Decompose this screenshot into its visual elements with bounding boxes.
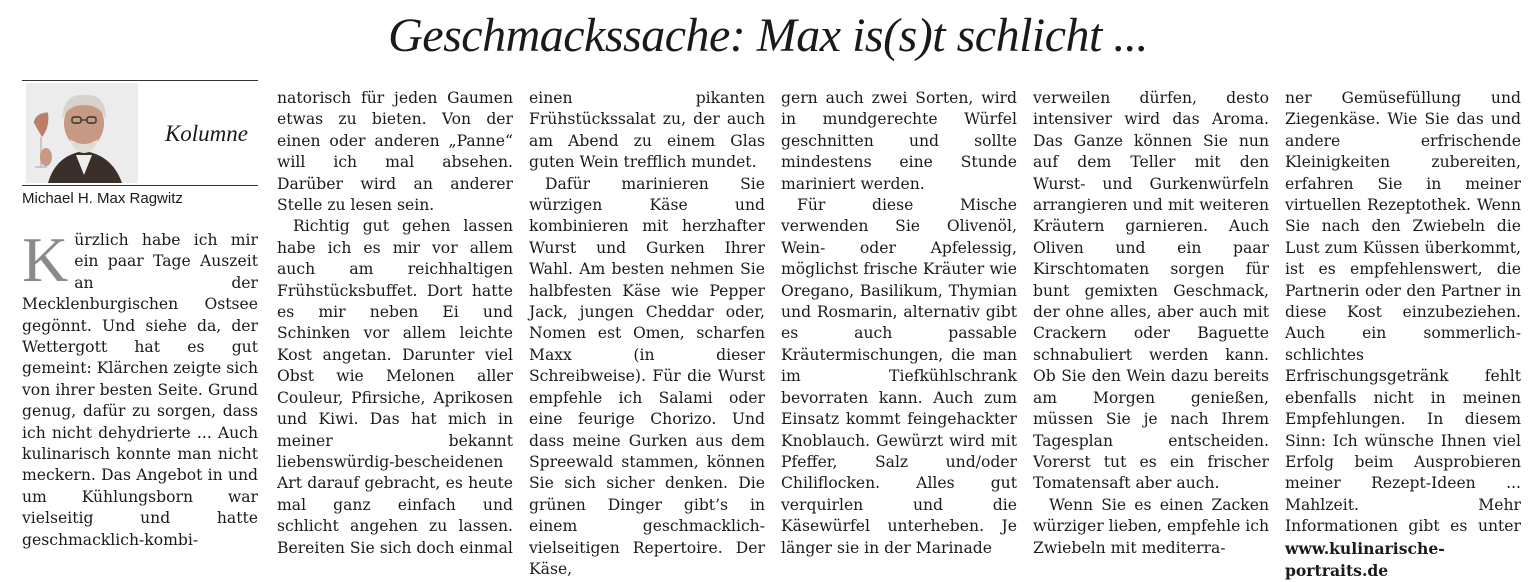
paragraph: einen pikanten Frühstückssalat zu, der auch am Abend zu einem Glas guten Wein trefflich mundet. [529, 89, 765, 172]
article-column-1 [22, 224, 258, 551]
drop-cap: K [22, 224, 69, 295]
article-column-6 [1285, 88, 1521, 582]
column-kicker: Kolumne [164, 121, 248, 146]
article-column-5 [1033, 88, 1269, 559]
paragraph: gern auch zwei Sorten, wird in mundgerechte Würfel geschnitten und sollte mindestens eine Stunde mariniert werden. [781, 89, 1017, 193]
paragraph: natorisch für jeden Gaumen etwas zu bieten. Von der einen oder anderen „Panne“ will ich mal absehen. Darüber wird an anderer Stelle zu lesen sein. [277, 89, 513, 215]
paragraph: Wenn Sie es einen Zacken würziger lieben, empfehle ich Zwiebeln mit mediterra- [1033, 495, 1270, 557]
paragraph: Dafür marinieren Sie würzigen Käse und kombinieren mit herzhafter Wurst und Gurken Ihrer Wahl. Am besten nehmen Sie halbfesten Käse wie Pepper Jack, jungen Cheddar oder, Nomen est Omen, scharfen Maxx (in dieser Schreibweise). Für die Wurst empfehle ich Salami oder eine feurige Chorizo. Und dass meine Gurken aus dem Spreewald stammen, können Sie sich sicher denken. Die grünen Dinger gibt’s in einem geschmacklich-vielseitigen Repertoire. Der Käse, [529, 174, 765, 578]
article-column-4 [781, 88, 1017, 559]
headline: Geschmackssache: Max is(s)t schlicht ... [388, 9, 1148, 62]
paragraph: Für diese Mische verwenden Sie Olivenöl, Wein- oder Apfelessig, möglichst frische Kräuter wie Oregano, Basilikum, Thymian und Rosmarin, alternativ gibt es auch passable Kräutermischungen, die man im Tiefkühlschrank bevorraten kann. Auch zum Einsatz kommt feingehackter Knoblauch. Gewürzt wird mit Pfeffer, Salz und/oder Chiliflocken. Alles gut verquirlen und die Käsewürfel unterheben. Je länger sie in der Marinade [781, 196, 1017, 557]
paragraph: ner Gemüsefüllung und Ziegenkäse. Wie Sie das und andere erfrischende Kleinigkeiten zubereiten, erfahren Sie in meiner virtuellen Rezeptothek. Wenn Sie nach den Zwiebeln die Lust zum Küssen überkommt, ist es empfehlenswert, die Partnerin oder den Partner in diese Kost einzubeziehen. Auch ein sommerlich-schlichtes Erfrischungsgetränk fehlt ebenfalls nicht in meinen Empfehlungen. In diesem Sinn: Ich wünsche Ihnen viel Erfolg beim Ausprobieren meiner Rezept-Ideen ... Mahlzeit. Mehr Informationen gibt es unter [1285, 89, 1521, 536]
paragraph: ürzlich habe ich mir ein paar Tage Auszeit an der Mecklenburgischen Ostsee gegönnt. Und siehe da, der Wettergott hat es gut gemeint: Klärchen zeigte sich von ihrer besten Seite. Grund genug, dafür zu sorgen, dass ich nicht dehydrierte ... Auch kulinarisch konnte man nicht meckern. Das Angebot in und um Kühlungsborn war vielseitig und hatte geschmacklich-kombi- [22, 231, 258, 549]
paragraph: verweilen dürfen, desto intensiver wird das Aroma. Das Ganze können Sie nun auf dem Teller mit den Wurst- und Gurkenwürfeln arrangieren und mit weiteren Kräutern garnieren. Auch Oliven und ein paar Kirschtomaten sorgen für bunt gemixten Geschmack, der ohne alles, aber auch mit Crackern oder Baguette schnabuliert werden kann. Ob Sie den Wein dazu bereits am Morgen genießen, müssen Sie je nach Ihrem Tagesplan entscheiden. Vorerst tut es ein frischer Tomatensaft aber auch. [1033, 89, 1269, 493]
article-column-3 [529, 88, 765, 580]
author-portrait [26, 83, 138, 183]
author-name: Michael H. Max Ragwitz [22, 190, 183, 207]
column-header [22, 80, 258, 186]
website-link[interactable]: www.kulinarische-portraits.de [1285, 538, 1445, 580]
article-column-2 [277, 88, 513, 559]
paragraph: Richtig gut gehen lassen habe ich es mir vor allem auch am reichhaltigen Frühstücksbuffet. Dort hatte es mir neben Ei und Schinken vor allem leichte Kost angetan. Darunter viel Obst wie Melonen aller Couleur, Pfirsiche, Aprikosen und Kiwi. Das hat mich in meiner bekannt liebenswürdig-bescheidenen Art darauf gebracht, es heute mal ganz einfach und schlicht angehen zu lassen. Bereiten Sie sich doch einmal [277, 217, 513, 557]
